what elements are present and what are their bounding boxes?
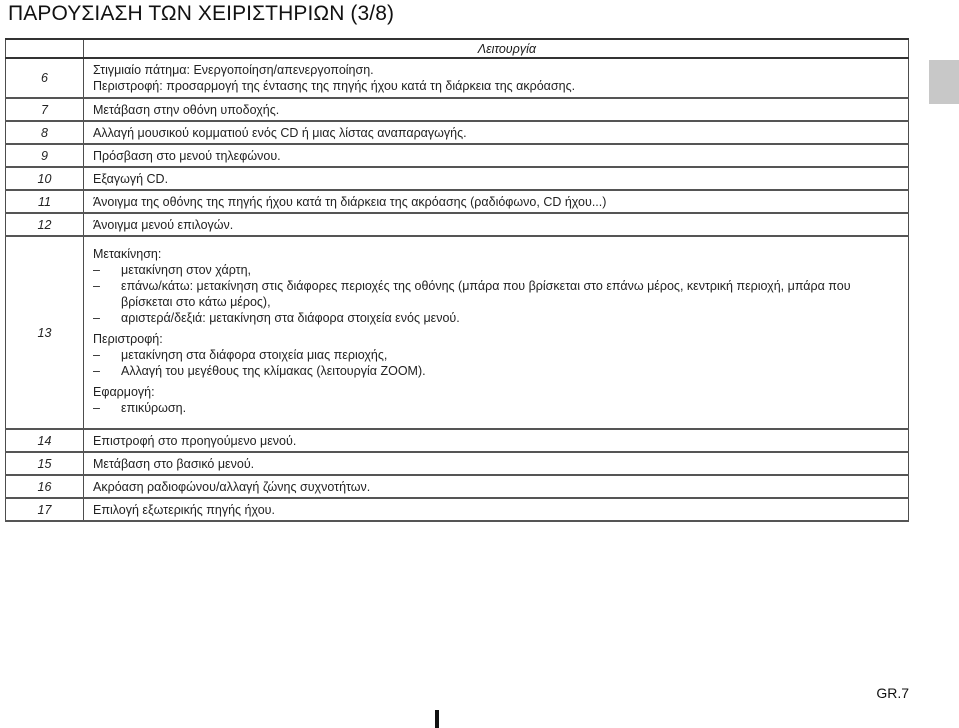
row-number: 15	[6, 452, 84, 475]
table-header-row	[6, 39, 909, 58]
dash-glyph: –	[93, 263, 100, 277]
table-row	[6, 213, 909, 236]
row-number: 8	[6, 121, 84, 144]
row-description: Μετάβαση στην οθόνη υποδοχής.	[84, 98, 909, 121]
controls-table	[5, 38, 909, 522]
row-description: Μετάβαση στο βασικό μενού.	[84, 452, 909, 475]
row-description-line: Περιστροφή: προσαρμογή της έντασης της πηγής ήχου κατά τη διάρκεια της ακρόασης.	[93, 79, 576, 93]
row-number: 16	[6, 475, 84, 498]
row-description-line: Στιγμιαίο πάτημα: Ενεργοποίηση/απενεργοποίηση.	[93, 63, 374, 77]
table-row	[6, 58, 909, 98]
row-number: 12	[6, 213, 84, 236]
header-number-cell	[6, 39, 84, 58]
row-description: Πρόσβαση στο μενού τηλεφώνου.	[84, 144, 909, 167]
section-tab-marker	[929, 60, 959, 104]
table-row	[6, 429, 909, 452]
table-row	[6, 236, 909, 429]
row-description	[84, 236, 909, 429]
bullet-text: επάνω/κάτω: μετακίνηση στις διάφορες περιοχές της οθόνης (μπάρα που βρίσκεται στο επάνω μέρος, κεντρική περιοχή, μπάρα που βρίσκεται στο κάτω μέρος),	[121, 279, 851, 309]
row-description: Άνοιγμα της οθόνης της πηγής ήχου κατά τη διάρκεια της ακρόασης (ραδιόφωνο, CD ήχου...)	[84, 190, 909, 213]
table-row	[6, 452, 909, 475]
row-number: 10	[6, 167, 84, 190]
bullet-text: Αλλαγή του μεγέθους της κλίμακας (λειτουργία ZOOM).	[121, 364, 426, 378]
crop-mark	[435, 710, 439, 728]
row-number: 9	[6, 144, 84, 167]
group-heading-rotate: Περιστροφή:	[93, 332, 163, 346]
bullet-item	[93, 310, 900, 326]
page-number: GR.7	[876, 685, 909, 701]
bullet-item	[93, 400, 900, 416]
table-body	[6, 58, 909, 521]
table-row	[6, 475, 909, 498]
table-row	[6, 190, 909, 213]
row-description: Επιλογή εξωτερικής πηγής ήχου.	[84, 498, 909, 521]
bullet-item	[93, 262, 900, 278]
group-heading-move: Μετακίνηση:	[93, 247, 162, 261]
bullet-item	[93, 278, 900, 310]
bullet-text: μετακίνηση στα διάφορα στοιχεία μιας περιοχής,	[121, 348, 388, 362]
dash-glyph: –	[93, 311, 100, 325]
dash-glyph: –	[93, 364, 100, 378]
table-row	[6, 167, 909, 190]
row-number: 14	[6, 429, 84, 452]
row-number: 6	[6, 58, 84, 98]
row-number: 13	[6, 236, 84, 429]
row-description: Επιστροφή στο προηγούμενο μενού.	[84, 429, 909, 452]
row-description: Άνοιγμα μενού επιλογών.	[84, 213, 909, 236]
row-number: 11	[6, 190, 84, 213]
row-number: 17	[6, 498, 84, 521]
row-description: Ακρόαση ραδιοφώνου/αλλαγή ζώνης συχνοτήτων.	[84, 475, 909, 498]
table-row	[6, 498, 909, 521]
header-function-label: Λειτουργία	[84, 39, 909, 58]
row-number: 7	[6, 98, 84, 121]
group-heading-apply: Εφαρμογή:	[93, 385, 155, 399]
bullet-text: μετακίνηση στον χάρτη,	[121, 263, 252, 277]
row-description: Εξαγωγή CD.	[84, 167, 909, 190]
dash-glyph: –	[93, 279, 100, 293]
bullet-text: αριστερά/δεξιά: μετακίνηση στα διάφορα στοιχεία ενός μενού.	[121, 311, 460, 325]
bullet-item	[93, 363, 900, 379]
dash-glyph: –	[93, 348, 100, 362]
page-title: ΠΑΡΟΥΣΙΑΣΗ ΤΩΝ ΧΕΙΡΙΣΤΗΡΙΩΝ (3/8)	[8, 2, 395, 25]
table-row	[6, 121, 909, 144]
bullet-text: επικύρωση.	[121, 401, 187, 415]
dash-glyph: –	[93, 401, 100, 415]
bullet-item	[93, 347, 900, 363]
row-description: Αλλαγή μουσικού κομματιού ενός CD ή μιας λίστας αναπαραγωγής.	[84, 121, 909, 144]
table-row	[6, 98, 909, 121]
table-row	[6, 144, 909, 167]
row-description	[84, 58, 909, 98]
